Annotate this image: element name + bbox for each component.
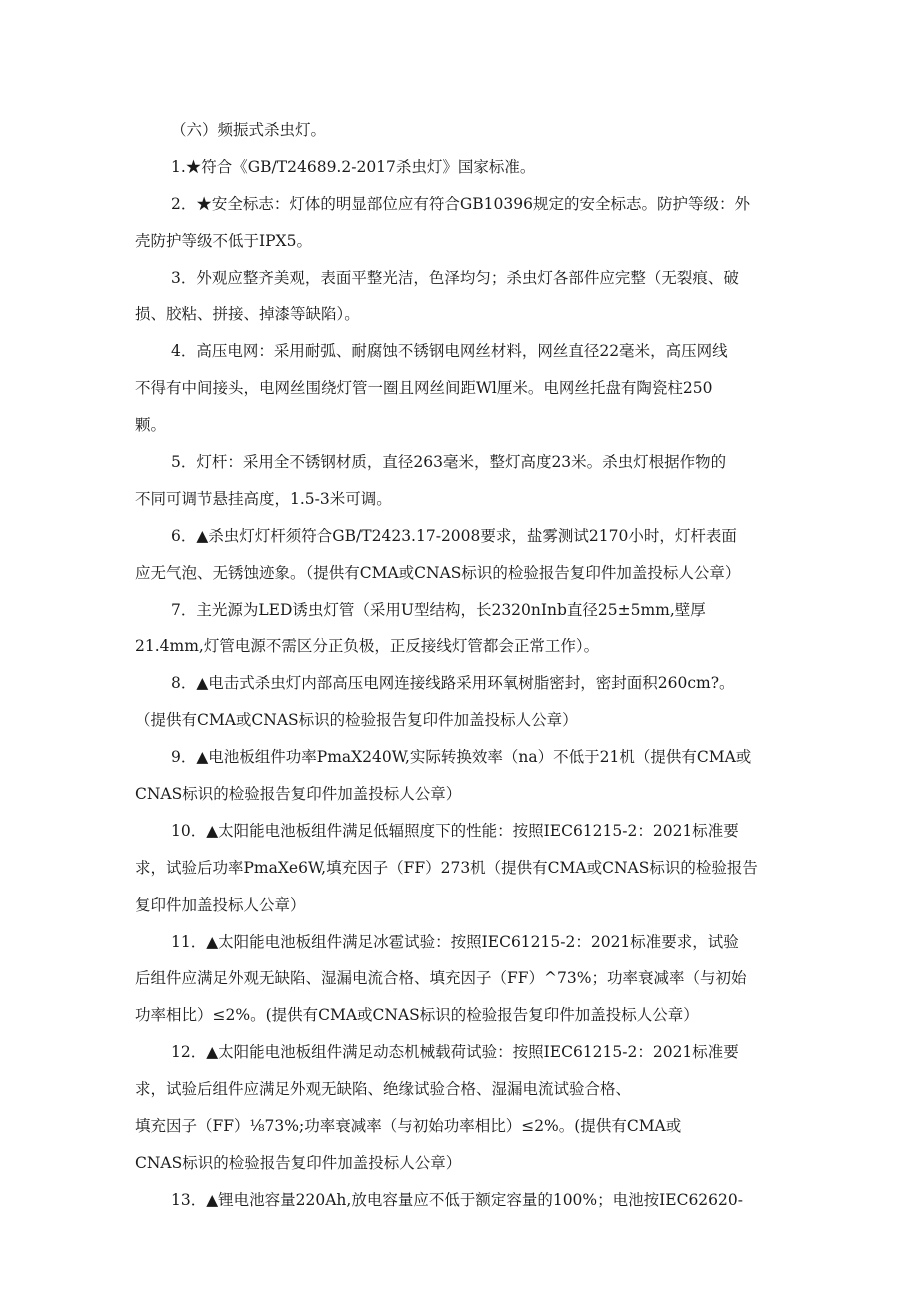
text-line: CNAS标识的检验报告复印件加盖投标人公章） [135, 1153, 462, 1172]
text-line: 4．高压电网：采用耐弧、耐腐蚀不锈钢电网丝材料，网丝直径22毫米，高压网线 [171, 342, 728, 361]
text-line: 6．▲杀虫灯灯杆须符合GB/T2423.17-2008要求，盐雾测试2170小时，灯杆表面 [171, 526, 737, 545]
text-line: 应无气泡、无锈蚀迹象。（提供有CMA或CNAS标识的检验报告复印件加盖投标人公章） [135, 563, 741, 582]
text-line: 不同可调节悬挂高度，1.5-3米可调。 [135, 489, 392, 508]
text-line: 5．灯杆：采用全不锈钢材质，直径263毫米，整灯高度23米。杀虫灯根据作物的 [171, 453, 727, 472]
text-line: 7．主光源为LED诱虫灯管（采用U型结构，长2320nInb直径25±5mm,壁厚 [171, 600, 706, 619]
text-line: 2．★安全标志：灯体的明显部位应有符合GB10396规定的安全标志。防护等级：外 [171, 194, 750, 213]
text-line: 8．▲电击式杀虫灯内部高压电网连接线路采用环氧树脂密封，密封面积260cm?。 [171, 674, 735, 693]
text-line: 9．▲电池板组件功率PmaX240W,实际转换效率（na）不低于21机（提供有CMA或 [171, 748, 752, 767]
document-body [135, 112, 800, 1219]
text-line: （提供有CMA或CNAS标识的检验报告复印件加盖投标人公章） [135, 711, 578, 730]
text-line: 颗。 [135, 416, 167, 435]
text-line: 1.★符合《GB/T24689.2-2017杀虫灯》国家标准。 [171, 157, 536, 176]
text-line: 不得有中间接头，电网丝围绕灯管一圈且网丝间距Wl厘米。电网丝托盘有陶瓷柱250 [135, 379, 713, 398]
text-line: 损、胶粘、拼接、掉漆等缺陷）。 [135, 305, 360, 324]
text-line: （六）频振式杀虫灯。 [171, 121, 327, 139]
text-line: 功率相比）≤2%。(提供有CMA或CNAS标识的检验报告复印件加盖投标人公章） [135, 1006, 699, 1025]
text-line: 后组件应满足外观无缺陷、湿漏电流合格、填充因子（FF）^73%；功率衰减率（与初始 [135, 969, 747, 988]
text-line: 21.4mm,灯管电源不需区分正负极，正反接线灯管都会正常工作）。 [135, 637, 600, 656]
text-line: 3．外观应整齐美观，表面平整光洁，色泽均匀；杀虫灯各部件应完整（无裂痕、破 [171, 268, 739, 287]
text-line: 求，试验后功率PmaXe6W,填充因子（FF）273机（提供有CMA或CNAS标识的检验报告 [135, 858, 758, 877]
text-line: CNAS标识的检验报告复印件加盖投标人公章） [135, 785, 462, 804]
text-line: 10．▲太阳能电池板组件满足低辐照度下的性能：按照IEC61215-2：2021标准要 [171, 821, 739, 840]
text-line: 复印件加盖投标人公章） [135, 895, 306, 914]
text-line: 求，试验后组件应满足外观无缺陷、绝缘试验合格、湿漏电流试验合格、 [135, 1080, 632, 1099]
text-line: 11．▲太阳能电池板组件满足冰雹试验：按照IEC61215-2：2021标准要求，试验 [171, 932, 739, 951]
text-line: 填充因子（FF）⅛73%;功率衰减率（与初始功率相比）≤2%。(提供有CMA或 [135, 1117, 682, 1136]
text-line: 13．▲锂电池容量220Ah,放电容量应不低于额定容量的100%；电池按IEC62620- [171, 1190, 743, 1209]
text-line: 12．▲太阳能电池板组件满足动态机械载荷试验：按照IEC61215-2：2021标准要 [171, 1043, 739, 1062]
text-line: 壳防护等级不低于IPX5。 [135, 231, 312, 250]
